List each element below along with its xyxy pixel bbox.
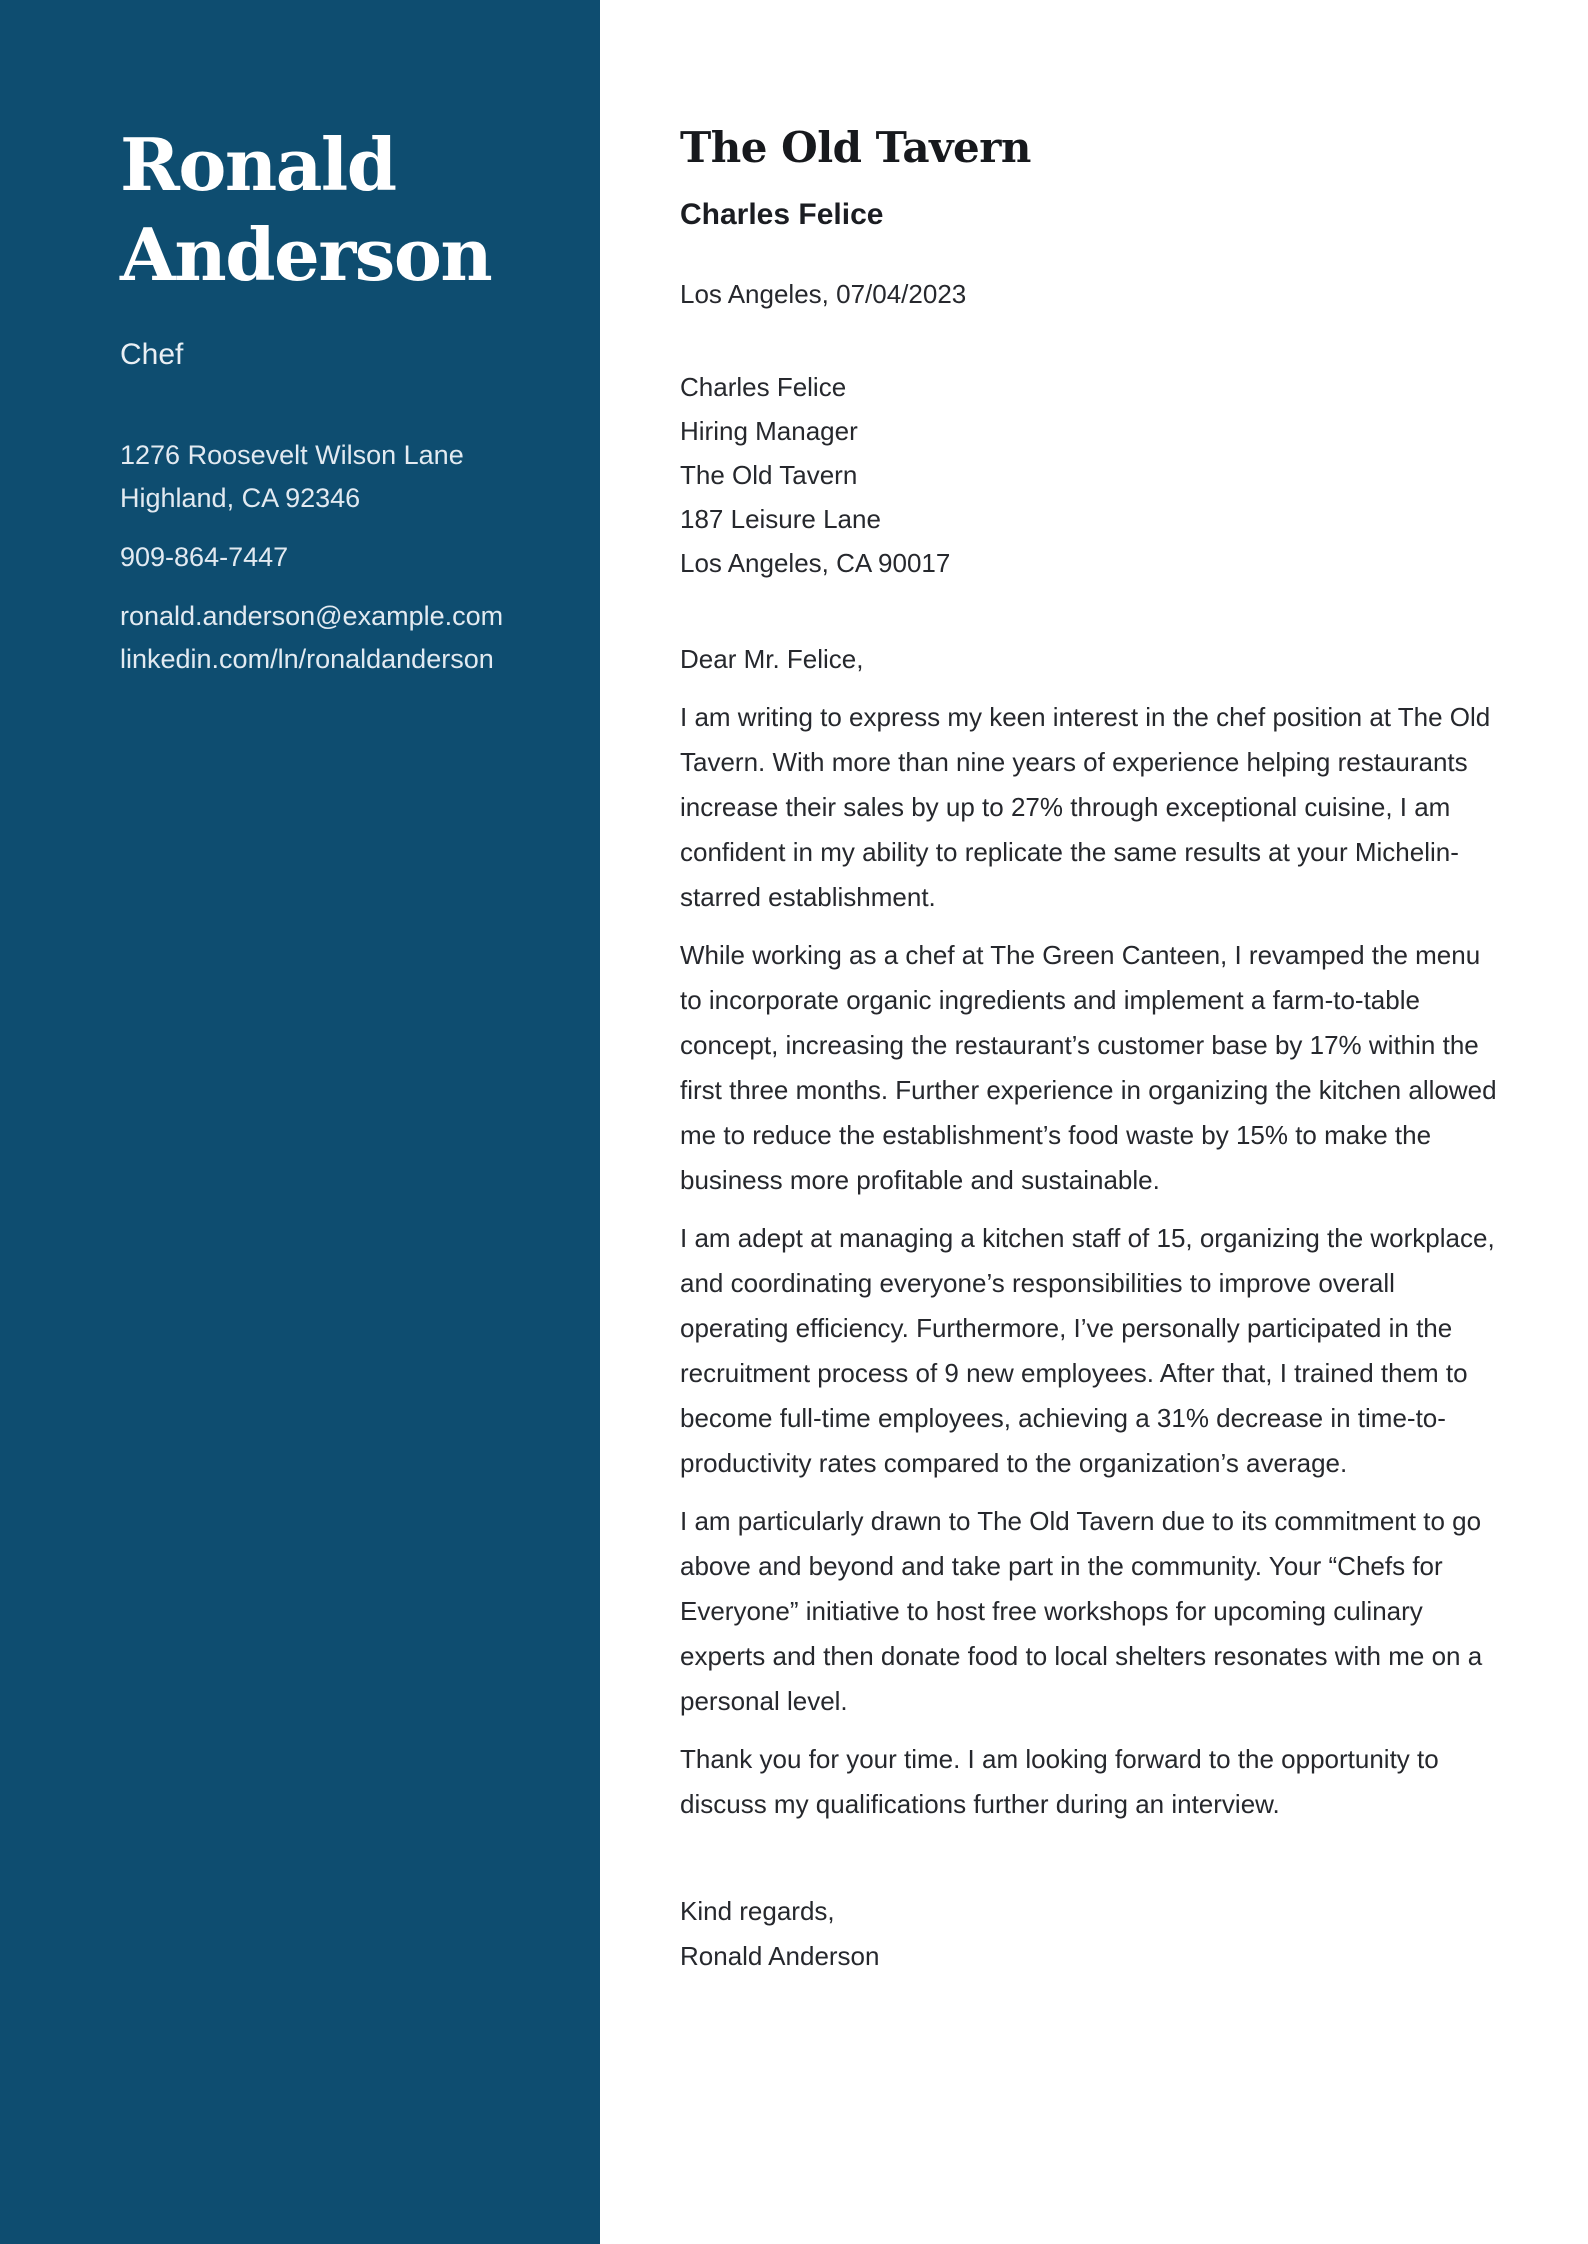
recipient-address-block <box>680 365 1504 585</box>
candidate-job-title: Chef <box>120 338 184 371</box>
closing-phrase: Kind regards, <box>680 1896 835 1926</box>
candidate-name-line1: Ronald <box>120 122 396 207</box>
date-line: Los Angeles, 07/04/2023 <box>680 279 967 309</box>
phone-number: 909-864-7447 <box>120 542 289 572</box>
contact-phone <box>120 536 544 579</box>
contact-address <box>120 434 544 520</box>
recipient-name-heading: Charles Felice <box>680 198 884 231</box>
paragraph-4: I am particularly drawn to The Old Tavern due to its commitment to go above and beyond and take part in the community. Your “Chefs for Everyone” initiative to host free workshops for upcoming culinary experts and then donate food to local shelters resonates with me on a personal level. <box>680 1506 1483 1716</box>
recipient-line: Charles Felice <box>680 372 847 402</box>
address-line1: 1276 Roosevelt Wilson Lane <box>120 440 464 470</box>
letter-body <box>600 0 1588 2244</box>
paragraph-5: Thank you for your time. I am looking forward to the opportunity to discuss my qualifications further during an interview. <box>680 1744 1439 1819</box>
recipient-line: Los Angeles, CA 90017 <box>680 548 951 578</box>
paragraph-3: I am adept at managing a kitchen staff of 15, organizing the workplace, and coordinating everyone’s responsibilities to improve overall operating efficiency. Furthermore, I’ve personally participated in the recruitment process of 9 new employees. After that, I trained them to become full-time employees, achieving a 31% decrease in time-to-productivity rates compared to the organization’s average. <box>680 1223 1495 1478</box>
paragraph-1: I am writing to express my keen interest in the chef position at The Old Tavern. With more than nine years of experience helping restaurants increase their sales by up to 27% through exceptional cuisine, I am confident in my ability to replicate the same results at your Michelin-starred establishment. <box>680 702 1491 912</box>
recipient-line: The Old Tavern <box>680 460 858 490</box>
paragraph-2: While working as a chef at The Green Canteen, I revamped the menu to incorporate organic ingredients and implement a farm-to-table concept, increasing the restaurant’s customer base by 17% within the first three months. Further experience in organizing the kitchen allowed me to reduce the establishment’s food waste by 15% to make the business more profitable and sustainable. <box>680 940 1497 1195</box>
sidebar <box>0 0 600 2244</box>
contact-links <box>120 595 544 681</box>
candidate-name <box>120 120 544 300</box>
linkedin-url: linkedin.com/ln/ronaldanderson <box>120 644 494 674</box>
salutation: Dear Mr. Felice, <box>680 644 864 674</box>
address-line2: Highland, CA 92346 <box>120 483 361 513</box>
candidate-name-line2: Anderson <box>120 212 492 297</box>
contact-info <box>120 434 544 681</box>
company-heading: The Old Tavern <box>680 123 1031 172</box>
signature-name: Ronald Anderson <box>680 1941 880 1971</box>
email-address: ronald.anderson@example.com <box>120 601 504 631</box>
recipient-line: Hiring Manager <box>680 416 858 446</box>
closing-block <box>680 1889 1504 1979</box>
recipient-line: 187 Leisure Lane <box>680 504 881 534</box>
